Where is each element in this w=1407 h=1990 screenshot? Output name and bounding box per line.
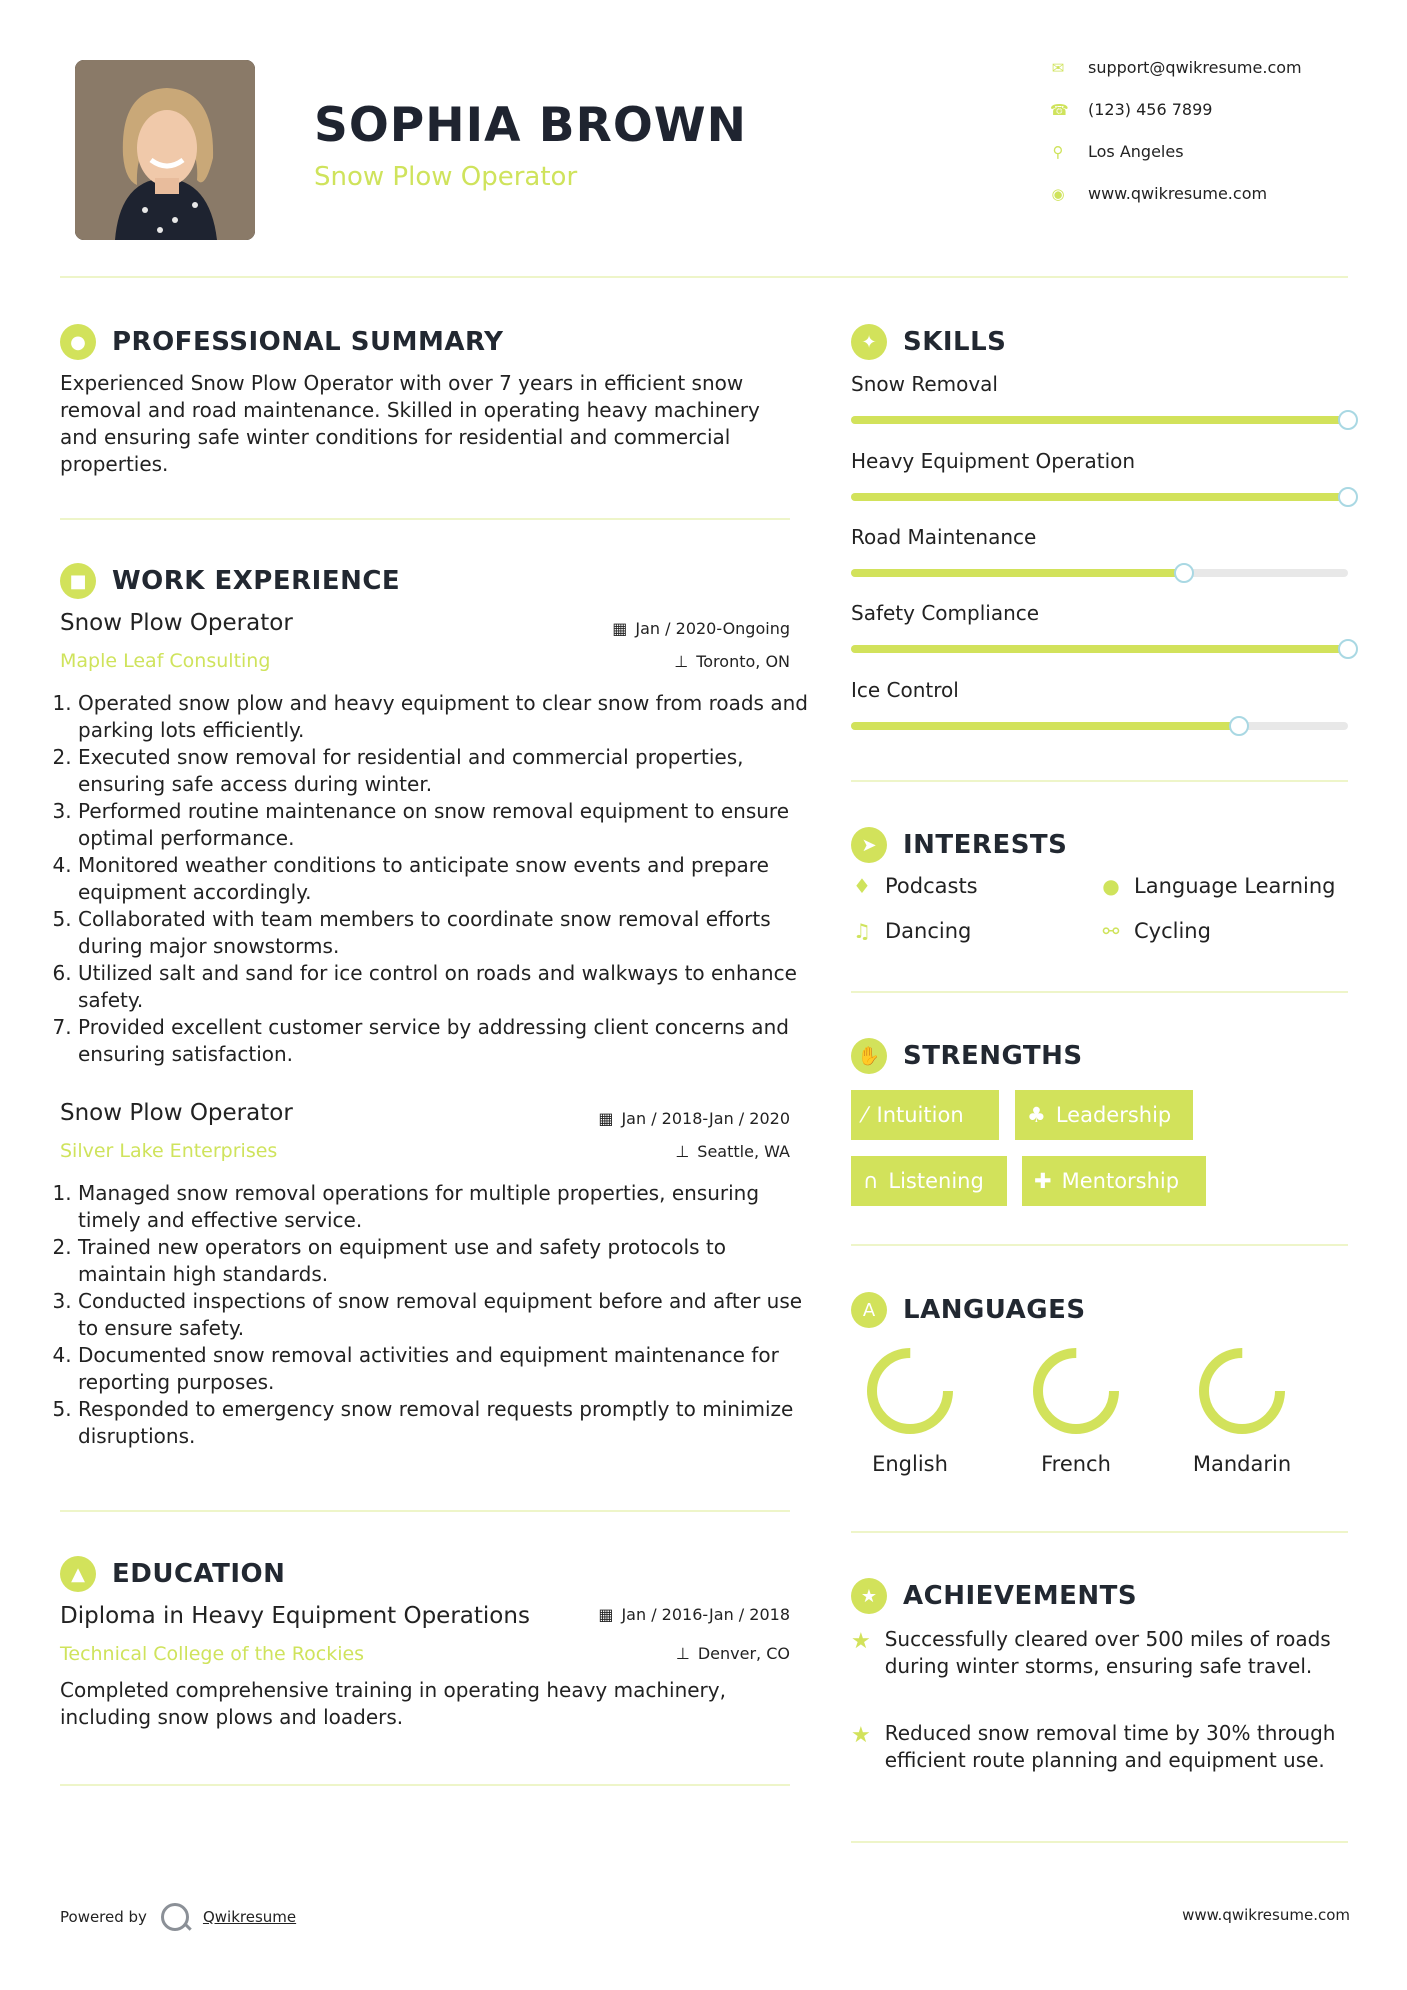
interest-item: ⚯ Cycling (1100, 919, 1211, 943)
contact-phone[interactable]: ☎ (123) 456 7899 (1050, 100, 1213, 119)
contact-email[interactable]: ✉ support@qwikresume.com (1051, 58, 1302, 77)
list-item: 7. Provided excellent customer service by addressing client concerns and ensuring satisfaction. (78, 1014, 813, 1068)
languages-header: A LANGUAGES (851, 1292, 1086, 1328)
skill-knob (1229, 716, 1249, 736)
divider (60, 1784, 790, 1786)
footer-url[interactable]: www.qwikresume.com (1182, 1906, 1350, 1924)
paper-plane-icon: ➤ (851, 827, 887, 863)
user-plus-icon: ✚ (1034, 1169, 1052, 1193)
skill-bar (851, 645, 1348, 653)
bicycle-icon: ⚯ (1102, 919, 1120, 943)
language-item: English (845, 1346, 975, 1476)
skill-name: Ice Control (851, 678, 959, 702)
globe-icon: ● (1102, 874, 1120, 898)
achievement-item: ★ Successfully cleared over 500 miles of roads during winter storms, ensuring safe travel. (851, 1627, 1331, 1678)
job-2-company: Silver Lake Enterprises (60, 1140, 278, 1162)
skill-name: Safety Compliance (851, 601, 1040, 625)
skill-bar (851, 416, 1348, 424)
group-icon: ♣ (1027, 1103, 1046, 1127)
achievement-item: ★ Reduced snow removal time by 30% through efficient route planning and equipment use. (851, 1721, 1336, 1772)
achievements-header: ★ ACHIEVEMENTS (851, 1578, 1137, 1614)
list-item: 4. Monitored weather conditions to anticipate snow events and prepare equipment accordingly. (78, 852, 813, 906)
header-divider (60, 276, 1348, 278)
list-item: 3. Conducted inspections of snow removal equipment before and after use to ensure safety. (78, 1288, 813, 1342)
interest-item: ♦ Podcasts (851, 874, 978, 898)
skills-header: ✦ SKILLS (851, 324, 1006, 360)
job-1-bullets (60, 690, 813, 1068)
strength-chip: ⁄ Intuition (851, 1090, 999, 1140)
lightbulb-icon: ✦ (851, 324, 887, 360)
education-dates: ▦ Jan / 2016-Jan / 2018 (598, 1605, 790, 1624)
summary-header: ● PROFESSIONAL SUMMARY (60, 324, 503, 360)
skill-name: Heavy Equipment Operation (851, 449, 1136, 473)
strength-chip: ∩ Listening (851, 1156, 1007, 1206)
qwikresume-logo-icon (161, 1903, 189, 1931)
pin-icon: ⊥ (675, 1644, 690, 1663)
job-1-title: Snow Plow Operator (60, 610, 293, 636)
list-item: 5. Collaborated with team members to coordinate snow removal efforts during major snowstorms. (78, 906, 813, 960)
interest-item: ♫ Dancing (851, 919, 971, 943)
graduation-icon: ▲ (60, 1556, 96, 1592)
globe-icon: ◉ (1051, 184, 1065, 203)
strength-chip: ♣ Leadership (1015, 1090, 1193, 1140)
job-2-location: ⊥ Seattle, WA (675, 1142, 790, 1161)
strength-chip: ✚ Mentorship (1022, 1156, 1206, 1206)
shooting-star-icon: ★ (851, 1629, 871, 1654)
interest-item: ● Language Learning (1100, 874, 1335, 898)
skill-bar (851, 493, 1348, 501)
divider (851, 1244, 1348, 1246)
job-2-dates: ▦ Jan / 2018-Jan / 2020 (598, 1109, 790, 1128)
contact-website[interactable]: ◉ www.qwikresume.com (1051, 184, 1268, 203)
mail-icon: ✉ (1051, 58, 1065, 77)
briefcase-icon: ■ (60, 563, 96, 599)
map-pin-icon: ⚲ (1052, 142, 1064, 161)
education-text: Completed comprehensive training in operating heavy machinery, including snow plows and loaders. (60, 1678, 726, 1729)
phone-icon: ☎ (1050, 100, 1069, 119)
list-item: 1. Operated snow plow and heavy equipment to clear snow from roads and parking lots efficiently. (78, 690, 813, 744)
interests-header: ➤ INTERESTS (851, 827, 1067, 863)
list-item: 1. Managed snow removal operations for multiple properties, ensuring timely and effective service. (78, 1180, 813, 1234)
translate-icon: A (851, 1292, 887, 1328)
language-ring (865, 1346, 955, 1436)
language-item: Mandarin (1177, 1346, 1307, 1476)
calendar-icon: ▦ (598, 1109, 614, 1128)
calendar-icon: ▦ (612, 619, 628, 638)
language-ring (1197, 1346, 1287, 1436)
job-2-bullets (60, 1180, 813, 1450)
microphone-icon: ♦ (853, 874, 871, 898)
education-header: ▲ EDUCATION (60, 1556, 285, 1592)
contact-location: ⚲ Los Angeles (1050, 142, 1184, 161)
education-degree: Diploma in Heavy Equipment Operations (60, 1603, 530, 1629)
list-item: 2. Trained new operators on equipment use and safety protocols to maintain high standards. (78, 1234, 813, 1288)
user-icon: ● (60, 324, 96, 360)
shooting-star-icon: ★ (851, 1723, 871, 1748)
skill-knob (1338, 487, 1358, 507)
divider (851, 1841, 1348, 1843)
skill-bar (851, 722, 1348, 730)
strengths-header: ✋ STRENGTHS (851, 1038, 1083, 1074)
divider (851, 1531, 1348, 1533)
list-item: 2. Executed snow removal for residential and commercial properties, ensuring safe access during winter. (78, 744, 813, 798)
music-note-icon: ♫ (853, 919, 871, 943)
footer-brand: Powered by Qwikresume (60, 1903, 296, 1931)
skill-knob (1174, 563, 1194, 583)
hand-icon: ✋ (851, 1038, 887, 1074)
skill-name: Snow Removal (851, 372, 998, 396)
job-1-dates: ▦ Jan / 2020-Ongoing (612, 619, 790, 638)
summary-text: Experienced Snow Plow Operator with over 7 years in efficient snow removal and road maintenance. Skilled in operating heavy machinery and ensuring safe winter conditions for residential and commercial properties. (60, 371, 760, 476)
candidate-name: SOPHIA BROWN (314, 98, 747, 153)
experience-header: ■ WORK EXPERIENCE (60, 563, 400, 599)
divider (851, 780, 1348, 782)
list-item: 5. Responded to emergency snow removal requests promptly to minimize disruptions. (78, 1396, 813, 1450)
skill-knob (1338, 639, 1358, 659)
divider (60, 1510, 790, 1512)
job-title: Snow Plow Operator (314, 162, 578, 192)
skill-bar (851, 569, 1348, 577)
brand-link[interactable]: Qwikresume (202, 1908, 297, 1926)
pin-icon: ⊥ (675, 1142, 690, 1161)
education-location: ⊥ Denver, CO (675, 1644, 790, 1663)
job-1-company: Maple Leaf Consulting (60, 650, 271, 672)
job-2-title: Snow Plow Operator (60, 1100, 293, 1126)
star-icon: ★ (851, 1578, 887, 1614)
divider (851, 991, 1348, 993)
list-item: 6. Utilized salt and sand for ice control on roads and walkways to enhance safety. (78, 960, 813, 1014)
job-1-location: ⊥ Toronto, ON (674, 652, 790, 671)
language-ring (1031, 1346, 1121, 1436)
skill-name: Road Maintenance (851, 525, 1037, 549)
profile-photo (75, 60, 255, 240)
education-school: Technical College of the Rockies (60, 1643, 365, 1665)
headphones-icon: ∩ (863, 1169, 879, 1193)
pin-icon: ⊥ (674, 652, 689, 671)
list-item: 4. Documented snow removal activities and equipment maintenance for reporting purposes. (78, 1342, 813, 1396)
skill-knob (1338, 410, 1358, 430)
divider (60, 518, 790, 520)
magic-wand-icon: ⁄ (863, 1103, 867, 1127)
calendar-icon: ▦ (598, 1605, 614, 1624)
language-item: French (1011, 1346, 1141, 1476)
list-item: 3. Performed routine maintenance on snow removal equipment to ensure optimal performance. (78, 798, 813, 852)
